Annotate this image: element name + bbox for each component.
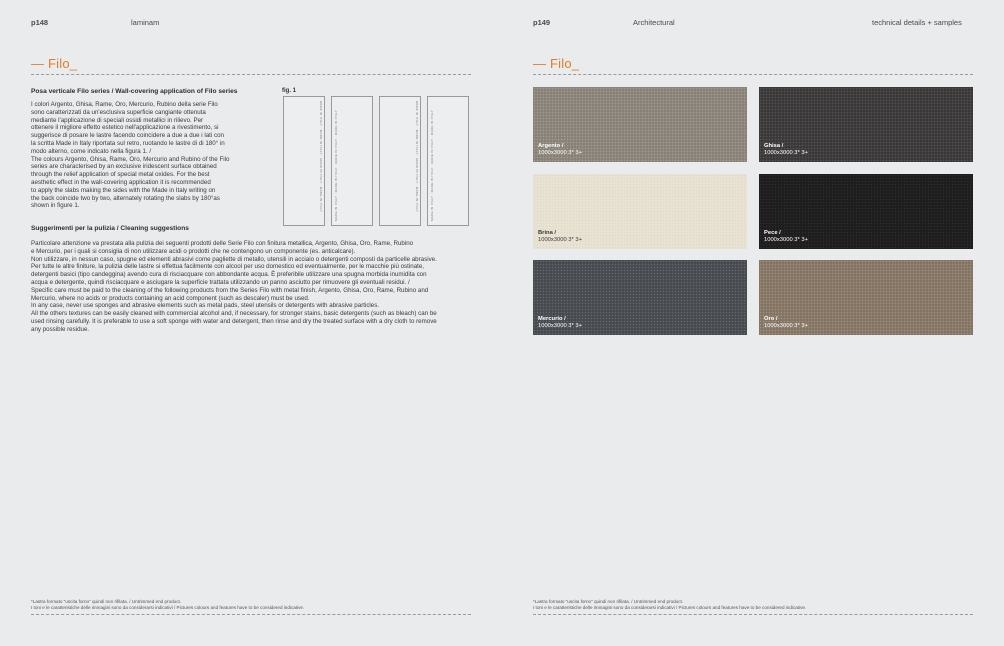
footnote-line: *Lastra formato "uscita forno" quindi non rifilata. / Untrimmed end product. — [533, 599, 684, 604]
swatch-spec: 1000x3000 3* 3+ — [538, 150, 583, 156]
slab-diagram — [427, 96, 469, 226]
swatch-label — [764, 143, 808, 157]
section-title: — Filo_ — [31, 56, 78, 71]
header-title: laminam — [131, 18, 160, 27]
swatch-brina — [533, 174, 747, 249]
swatch-oro — [759, 260, 973, 335]
swatch-spec: 1000x3000 3* 3+ — [764, 323, 809, 329]
swatch-name: Argento / — [538, 143, 564, 149]
section-title: — Filo_ — [533, 56, 580, 71]
slab-diagram — [331, 96, 373, 226]
figure-label: fig. 1 — [282, 88, 297, 94]
swatch-name: Mercurio / — [538, 316, 566, 322]
page-number: p149 — [533, 18, 551, 27]
slab-diagram — [379, 96, 421, 226]
footnote — [31, 599, 304, 611]
footnote — [533, 599, 806, 611]
swatch-label — [538, 230, 582, 244]
right-page — [502, 0, 1004, 646]
footnote-line: I toni e le caratteristiche delle immagini sono da considerarsi indicativi / Pictures colours and features have to be considered indicative. — [533, 605, 807, 611]
swatch-name: Oro / — [764, 316, 778, 322]
slab-writing: MADE IN ITALY · MADE IN ITALY · MADE IN ITALY · MADE IN ITALY — [334, 109, 338, 221]
swatch-spec: 1000x3000 3* 3+ — [538, 323, 583, 329]
header-right: technical details + samples — [872, 18, 962, 27]
swatch-spec: 1000x3000 3* 3+ — [764, 237, 809, 243]
install-heading: Posa verticale Filo series / Wall-covering application of Filo series — [31, 88, 238, 95]
section-divider — [533, 74, 973, 75]
cleaning-text: Particolare attenzione va prestata alla pulizia dei seguenti prodotti delle Serie Filo con finitura metallica, Argento, Ghisa, Oro, Rame, Rubino e Mercurio, per i quali si consiglia di non utilizzare acidi o prodotti che ne contengono un componente (es. anticalcare). Non utilizzare, in nessun caso, spugne ed elementi abrasivi come pagliette di metallo, utensili in acciaio o detergenti composti da particelle abrasive. Per tutte le altre finiture, la pulizia delle lastre si effettua facilmente con alcool per uso domestico ed eventualmente, per le macchie più ostinate, detergenti basici (tipo candeggina) avendo cura di risciacquare con abbondante acqua. È preferibile utilizzare una spugna morbida inumidita con acqua e detergente, quindi risciacquare e asciugare la superficie trattata utilizzando un panno asciutto per rimuovere gli eventuali residui. / Specific care must be paid to the cleaning of the following products from the Series Filo with metal finish, Argento, Ghisa, Oro, Rame, Rubino and Mercurio, where no acids or products containing an acid component (such as descaler) must be used. In any case, never use sponges and abrasive elements such as metal pads, steel utensils or detergents with abrasive particles. All the others textures can be easily cleaned with commercial alcohol and, if necessary, for stronger stains, basic detergents (such as bleach) can be used rinsing carefully. It is preferable to use a soft sponge with water and detergent, then rinse and dry the treated surface with a dry cloth to remove any possible residue. — [31, 240, 437, 333]
swatch-name: Ghisa / — [764, 143, 784, 149]
footnote-line: I toni e le caratteristiche delle immagini sono da considerarsi indicativi / Pictures colours and features have to be considered indicative. — [31, 605, 305, 611]
swatch-label — [538, 143, 582, 157]
install-text: I colori Argento, Ghisa, Rame, Oro, Mercurio, Rubino della serie Filo sono caratterizzati da un'esclusiva superficie cangiante ottenuta mediante l'applicazione di speciali ossidi metallici in rilievo. Per ottenere il migliore effetto estetico nell'applicazione a rivestimento, si suggerisce di posare le lastre facendo coincidere a due a due i lati con la scritta Made in Italy riportata sul retro, ruotando le lastre di di 180° in modo alterno, come indicato nella figura 1. / The colours Argento, Ghisa, Rame, Oro, Mercurio and Rubino of the Filo series are characterised by an exclusive iridescent surface obtained through the relief application of special metal oxides. For the best aesthetic effect in the wall-covering application it is recommended to apply the slabs making the sides with the Made in Italy writing on the back coincide two by two, alternately rotating the slabs by 180°as shown in figure 1. — [31, 101, 230, 210]
section-divider — [31, 74, 471, 75]
swatch-name: Brina / — [538, 230, 557, 236]
slab-writing: MADE IN ITALY · MADE IN ITALY · MADE IN ITALY · MADE IN ITALY — [319, 101, 323, 213]
swatch-pece — [759, 174, 973, 249]
cleaning-heading: Suggerimenti per la pulizia / Cleaning suggestions — [31, 225, 189, 232]
swatch-argento — [533, 87, 747, 162]
swatch-spec: 1000x3000 3* 3+ — [764, 150, 809, 156]
swatch-label — [538, 316, 582, 330]
slab-writing: MADE IN ITALY · MADE IN ITALY · MADE IN ITALY · MADE IN ITALY — [415, 101, 419, 213]
swatch-ghisa — [759, 87, 973, 162]
slab-writing: MADE IN ITALY · MADE IN ITALY · MADE IN ITALY · MADE IN ITALY — [430, 109, 434, 221]
header-title: Architectural — [633, 18, 675, 27]
swatch-label — [764, 230, 808, 244]
footnote-line: *Lastra formato "uscita forno" quindi non rifilata. / Untrimmed end product. — [31, 599, 182, 604]
swatch-name: Pece / — [764, 230, 781, 236]
swatch-spec: 1000x3000 3* 3+ — [538, 237, 583, 243]
slab-diagram — [283, 96, 325, 226]
footer-divider — [31, 614, 471, 615]
swatch-mercurio — [533, 260, 747, 335]
swatch-label — [764, 316, 808, 330]
page-number: p148 — [31, 18, 49, 27]
footer-divider — [533, 614, 973, 615]
